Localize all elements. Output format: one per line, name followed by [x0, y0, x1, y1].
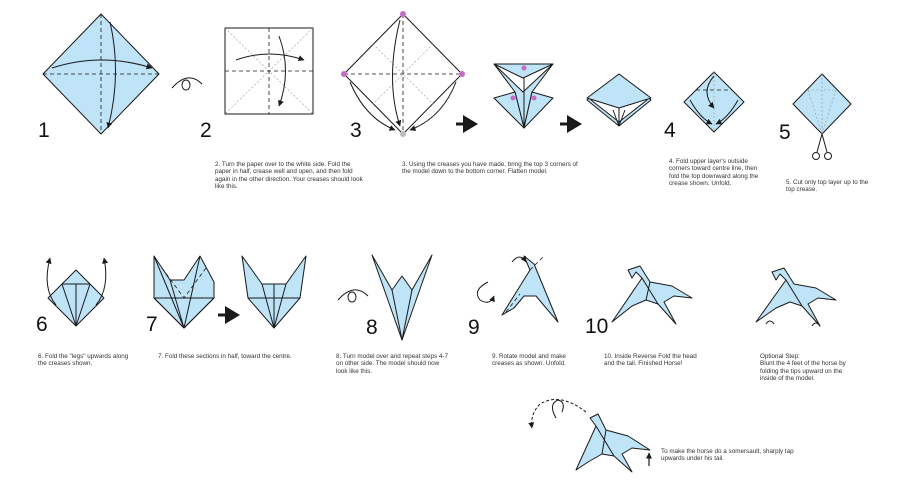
step-10-figure [612, 266, 692, 324]
step-1-figure [43, 14, 159, 134]
step-5-number: 5 [779, 121, 791, 144]
step-6-caption: 6. Fold the "legs" upwards along the creases shown. [38, 353, 129, 368]
somersault-arrow-icon [532, 400, 586, 429]
step-7-result-figure [242, 256, 306, 328]
step-8-figure [372, 255, 432, 340]
turn-over-icon [338, 290, 368, 302]
somersault-caption: To make the horse do a somersault, sharply tap upwards under his tail. [661, 448, 794, 463]
somersault-horse-figure [576, 414, 650, 472]
step-3-number: 3 [350, 119, 362, 142]
turn-over-icon [172, 78, 202, 90]
step-7-figure [154, 256, 214, 328]
optional-horse-figure [756, 268, 836, 326]
step-6-number: 6 [36, 313, 48, 336]
step-4-figure [684, 72, 744, 132]
step-9-figure [502, 256, 558, 322]
step-8-number: 8 [366, 316, 378, 339]
step-2-caption: 2. Turn the paper over to the white side. Fold the paper in half, crease well and open, and then fold again in the other direction. Your creases should look like this. [215, 161, 363, 191]
scissors-icon [813, 134, 832, 160]
optional-step-title: Optional Step: [760, 353, 800, 360]
step-8-caption: 8. Turn model over and repeat steps 4-7 on other side. The model should now look like this. [336, 353, 449, 375]
step-3-intermediate-figure [494, 64, 553, 128]
optional-step-caption [760, 353, 860, 383]
step-5-caption: 5. Cut only top layer up to the top crease. [786, 179, 869, 194]
step-5-figure [793, 74, 851, 134]
optional-step-text: Blunt the 4 feet of the horse by folding the tips upward on the inside of the model. [760, 360, 846, 383]
step-10-number: 10 [585, 315, 609, 338]
step-10-caption: 10. Inside Reverse Fold the head and the tail. Finished Horse! [604, 353, 697, 368]
step-9-number: 9 [468, 316, 480, 339]
step-4-caption: 4. Fold upper layer's outside corners toward centre line, then fold the top downward along the crease shown. Unfold. [669, 158, 759, 188]
step-3-result-figure [587, 74, 651, 126]
step-9-caption: 9. Rotate model and make creases as shown. Unfold. [492, 353, 566, 368]
step-7-caption: 7. Fold these sections in half, toward the centre. [158, 353, 292, 360]
step-4-number: 4 [664, 119, 676, 142]
step-2-number: 2 [200, 119, 212, 142]
rotate-icon [477, 282, 494, 302]
step-6-figure [47, 258, 106, 326]
step-1-number: 1 [38, 119, 50, 142]
step-2-figure [225, 28, 313, 114]
step-3-caption: 3. Using the creases you have made, bring the top 3 corners of the model down to the bottom corner. Flatten model. [402, 161, 578, 176]
step-7-number: 7 [146, 313, 158, 336]
